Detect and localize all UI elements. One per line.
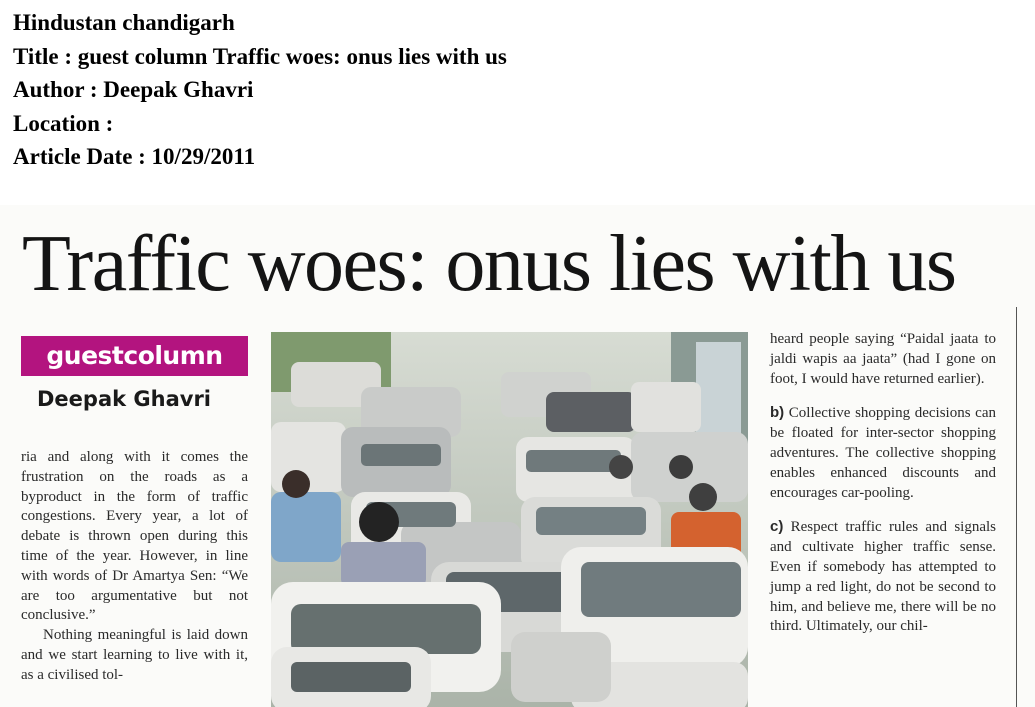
article-column-left xyxy=(21,448,248,686)
article-date-line: Article Date : 10/29/2011 xyxy=(13,144,256,169)
list-marker: c) xyxy=(770,518,784,536)
column-rule xyxy=(1016,307,1017,707)
list-marker: b) xyxy=(770,404,785,422)
article-headline: Traffic woes: onus lies with us xyxy=(22,220,956,308)
newspaper-clipping xyxy=(0,205,1035,707)
article-title-line: Title : guest column Traffic woes: onus lies with us xyxy=(13,43,507,69)
list-text: Respect traffic rules and signals and cultivate higher traffic sense. Even if somebody has attempted to jump a red light, do not be second to him, and believe me, there will be no third. Ultimately, our chil- xyxy=(770,519,996,635)
author-line: Author : Deepak Ghavri xyxy=(13,77,254,102)
publication-name: Hindustan chandigarh xyxy=(13,10,235,35)
section-badge: guestcolumn xyxy=(21,336,248,376)
paragraph: Nothing meaningful is laid down and we start learning to live with it, as a civilised tol- xyxy=(21,627,248,683)
paragraph: ria and along with it comes the frustration on the roads as a byproduct in the form of traffic congestions. Every year, a lot of debate is thrown open during this time of the year. However, in line with words of Dr Amartya Sen: “We are too argumentative but not conclusive.” xyxy=(21,449,248,624)
article-metadata xyxy=(13,6,507,174)
list-text: Collective shopping decisions can be floated for inter-sector shopping adventures. The collective shopping enables enhanced discounts and encourages car-pooling. xyxy=(770,405,996,501)
paragraph-c xyxy=(770,517,996,637)
article-column-right xyxy=(770,330,996,651)
byline: Deepak Ghavri xyxy=(37,387,211,411)
paragraph-b xyxy=(770,403,996,503)
location-line: Location : xyxy=(13,110,114,136)
paragraph: heard people saying “Paidal jaata to jaldi wapis aa jaata” (had I gone on foot, I would have returned earlier). xyxy=(770,331,996,387)
traffic-photo xyxy=(271,332,748,707)
